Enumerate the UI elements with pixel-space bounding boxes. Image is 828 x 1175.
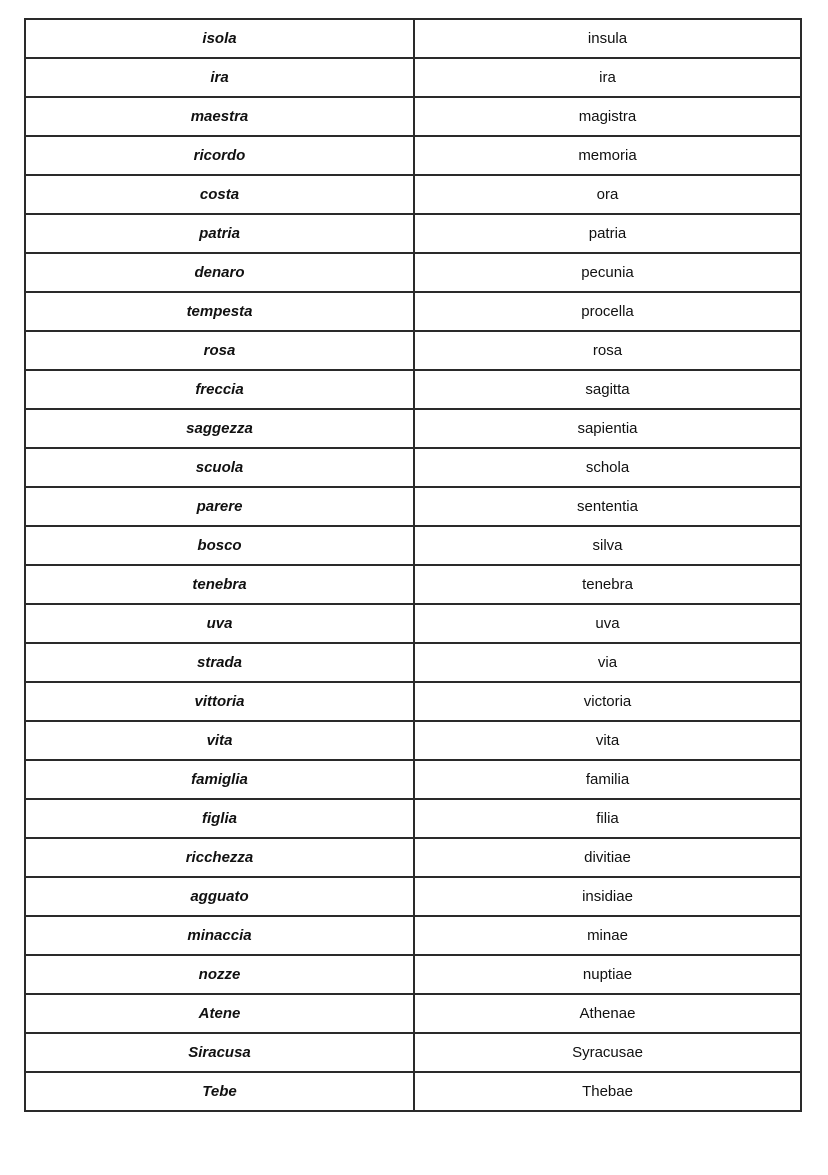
italian-word-cell: bosco: [25, 526, 414, 565]
table-row: [25, 955, 801, 994]
latin-word-cell: Syracusae: [414, 1033, 801, 1072]
latin-word-cell: insidiae: [414, 877, 801, 916]
latin-word-cell: insula: [414, 19, 801, 58]
italian-word-cell: strada: [25, 643, 414, 682]
table-row: [25, 877, 801, 916]
table-row: [25, 643, 801, 682]
table-row: [25, 604, 801, 643]
italian-word-cell: tenebra: [25, 565, 414, 604]
italian-word-cell: rosa: [25, 331, 414, 370]
table-row: [25, 721, 801, 760]
table-row: [25, 292, 801, 331]
italian-word-cell: uva: [25, 604, 414, 643]
italian-word-cell: patria: [25, 214, 414, 253]
table-row: [25, 19, 801, 58]
table-row: [25, 58, 801, 97]
italian-word-cell: agguato: [25, 877, 414, 916]
italian-word-cell: Siracusa: [25, 1033, 414, 1072]
table-row: [25, 565, 801, 604]
italian-word-cell: ricchezza: [25, 838, 414, 877]
latin-word-cell: schola: [414, 448, 801, 487]
latin-word-cell: victoria: [414, 682, 801, 721]
italian-word-cell: ira: [25, 58, 414, 97]
italian-word-cell: scuola: [25, 448, 414, 487]
latin-word-cell: magistra: [414, 97, 801, 136]
italian-word-cell: isola: [25, 19, 414, 58]
latin-word-cell: patria: [414, 214, 801, 253]
vocabulary-table: [24, 18, 802, 1112]
table-row: [25, 214, 801, 253]
italian-word-cell: vita: [25, 721, 414, 760]
italian-word-cell: Tebe: [25, 1072, 414, 1111]
latin-word-cell: divitiae: [414, 838, 801, 877]
table-row: [25, 1033, 801, 1072]
table-row: [25, 838, 801, 877]
latin-word-cell: nuptiae: [414, 955, 801, 994]
italian-word-cell: figlia: [25, 799, 414, 838]
latin-word-cell: Athenae: [414, 994, 801, 1033]
italian-word-cell: Atene: [25, 994, 414, 1033]
latin-word-cell: pecunia: [414, 253, 801, 292]
latin-word-cell: sententia: [414, 487, 801, 526]
latin-word-cell: ira: [414, 58, 801, 97]
italian-word-cell: tempesta: [25, 292, 414, 331]
latin-word-cell: minae: [414, 916, 801, 955]
table-row: [25, 760, 801, 799]
table-row: [25, 916, 801, 955]
latin-word-cell: memoria: [414, 136, 801, 175]
table-row: [25, 253, 801, 292]
italian-word-cell: freccia: [25, 370, 414, 409]
table-row: [25, 448, 801, 487]
table-row: [25, 682, 801, 721]
latin-word-cell: via: [414, 643, 801, 682]
table-row: [25, 175, 801, 214]
italian-word-cell: denaro: [25, 253, 414, 292]
italian-word-cell: parere: [25, 487, 414, 526]
latin-word-cell: Thebae: [414, 1072, 801, 1111]
table-row: [25, 1072, 801, 1111]
italian-word-cell: maestra: [25, 97, 414, 136]
italian-word-cell: vittoria: [25, 682, 414, 721]
latin-word-cell: familia: [414, 760, 801, 799]
table-row: [25, 994, 801, 1033]
table-row: [25, 799, 801, 838]
latin-word-cell: filia: [414, 799, 801, 838]
italian-word-cell: famiglia: [25, 760, 414, 799]
table-row: [25, 526, 801, 565]
italian-word-cell: minaccia: [25, 916, 414, 955]
latin-word-cell: ora: [414, 175, 801, 214]
table-row: [25, 331, 801, 370]
italian-word-cell: nozze: [25, 955, 414, 994]
latin-word-cell: procella: [414, 292, 801, 331]
latin-word-cell: rosa: [414, 331, 801, 370]
latin-word-cell: vita: [414, 721, 801, 760]
latin-word-cell: uva: [414, 604, 801, 643]
latin-word-cell: sagitta: [414, 370, 801, 409]
latin-word-cell: silva: [414, 526, 801, 565]
table-row: [25, 97, 801, 136]
table-row: [25, 370, 801, 409]
vocabulary-table-body: [25, 19, 801, 1111]
table-row: [25, 487, 801, 526]
latin-word-cell: sapientia: [414, 409, 801, 448]
italian-word-cell: ricordo: [25, 136, 414, 175]
latin-word-cell: tenebra: [414, 565, 801, 604]
table-row: [25, 409, 801, 448]
table-row: [25, 136, 801, 175]
italian-word-cell: costa: [25, 175, 414, 214]
italian-word-cell: saggezza: [25, 409, 414, 448]
